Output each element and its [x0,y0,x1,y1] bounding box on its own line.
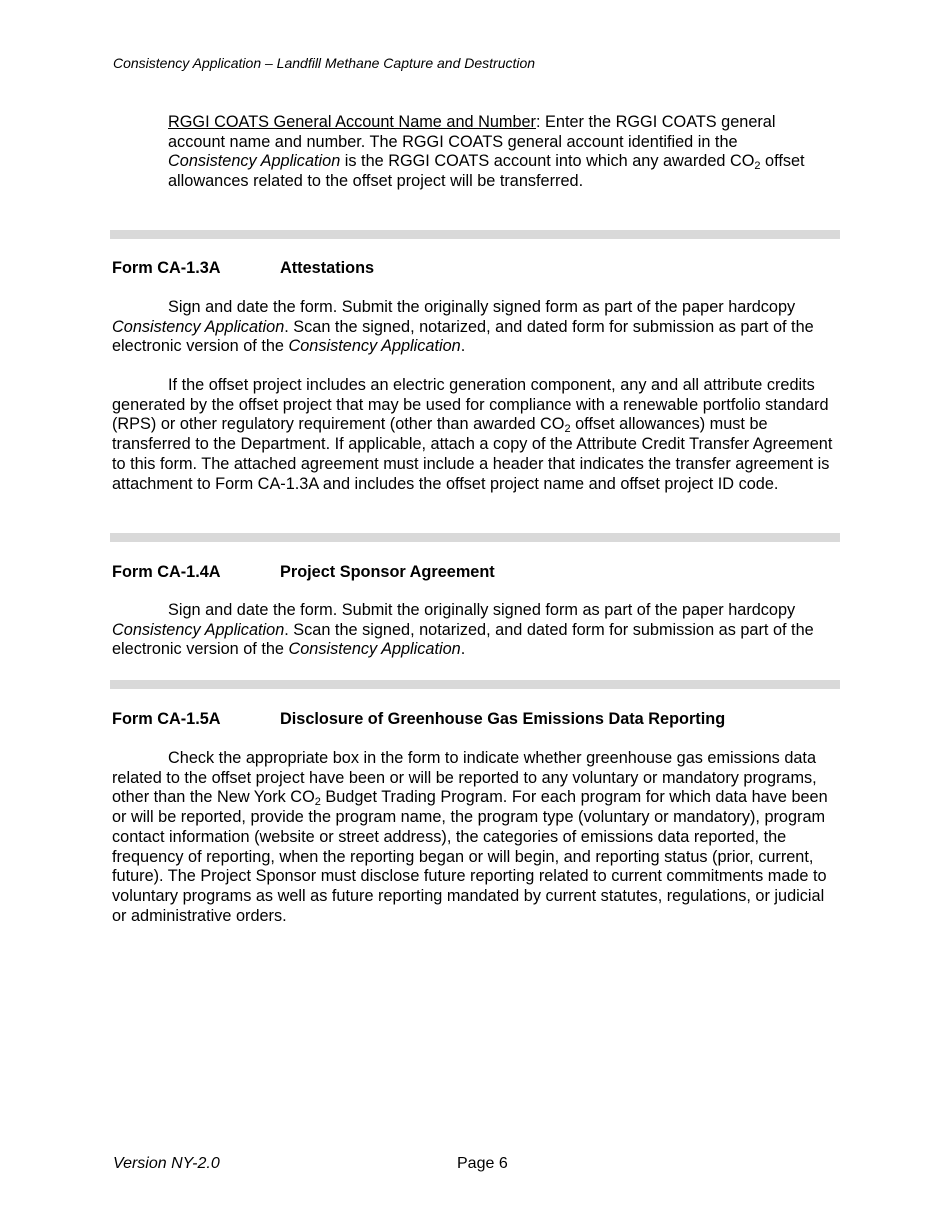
text: offset allowances) must be transferred to the Department. If applicable, attach a copy of the Attribute Credit Transfer Agreement to this form. The attached agreement must include a header that indicates the transfer agreement is attachment to Form CA-1.3A and includes the offset project name and offset project ID code. [112,415,833,493]
form-title: Disclosure of Greenhouse Gas Emissions Data Reporting [280,710,726,728]
form-title: Project Sponsor Agreement [280,563,495,581]
rggi-text-italic: Consistency Application [168,152,341,171]
form-number: Form CA-1.5A [112,710,221,728]
text: . Scan the signed, notarized, and dated form for submission as part of the electronic version of the [112,620,814,659]
ca13-paragraph-2 [112,376,842,494]
rggi-text-1: Enter the RGGI COATS general account name and number. The RGGI COATS general account identified in the [168,113,776,151]
ca13-paragraph-1 [112,298,842,357]
text: Sign and date the form. Submit the originally signed form as part of the paper hardcopy [168,601,796,619]
text-italic: Consistency Application [288,640,461,659]
ca15-paragraph-1 [112,749,840,926]
text-italic: Consistency Application [112,620,285,639]
section-divider [110,230,840,239]
section-heading-ca14 [112,563,495,582]
text-italic: Consistency Application [288,337,461,356]
subscript: 2 [564,423,571,436]
text: Sign and date the form. Submit the originally signed form as part of the paper hardcopy [168,298,796,316]
form-number: Form CA-1.3A [112,259,221,277]
ca14-paragraph-1 [112,601,842,660]
section-divider [110,533,840,542]
subscript: 2 [314,796,321,809]
text: . [460,640,466,659]
text: . [460,337,466,356]
text: Check the appropriate box in the form to indicate whether greenhouse gas emissions data related to the offset project have been or will be reported to any voluntary or mandatory programs, other than the New York CO [112,749,817,807]
rggi-account-paragraph [168,113,808,192]
section-divider [110,680,840,689]
section-heading-ca15 [112,710,725,729]
form-title: Attestations [280,259,375,277]
rggi-text-4: offset allowances related to the offset project will be transferred. [168,152,805,191]
rggi-text-3: is the RGGI COATS account into which any awarded CO [340,152,755,171]
running-header: Consistency Application – Landfill Methane Capture and Destruction [113,55,536,71]
rggi-account-label: RGGI COATS General Account Name and Number [168,113,536,131]
page-number: Page 6 [457,1155,508,1172]
version-label: Version NY-2.0 [113,1155,220,1172]
text: . Scan the signed, notarized, and dated form for submission as part of the electronic version of the [112,317,814,356]
text: If the offset project includes an electric generation component, any and all attribute credits generated by the offset project that may be used for compliance with a renewable portfolio standard (RPS) or other regulatory requirement (other than awarded CO [112,376,829,434]
form-number: Form CA-1.4A [112,563,221,581]
text-italic: Consistency Application [112,317,285,336]
text: Budget Trading Program. For each program for which data have been or will be reported, provide the program name, the program type (voluntary or mandatory), program contact information (website or street address), the categories of emissions data reported, the frequency of reporting, when the reporting began or will begin, and reporting status (prior, current, future). The Project Sponsor must disclose future reporting related to current commitments made to voluntary programs as well as future reporting mandated by current statutes, regulations, or judicial or administrative orders. [112,788,828,925]
section-heading-ca13 [112,259,374,278]
rggi-subscript: 2 [754,160,761,173]
rggi-colon: : [535,113,541,131]
